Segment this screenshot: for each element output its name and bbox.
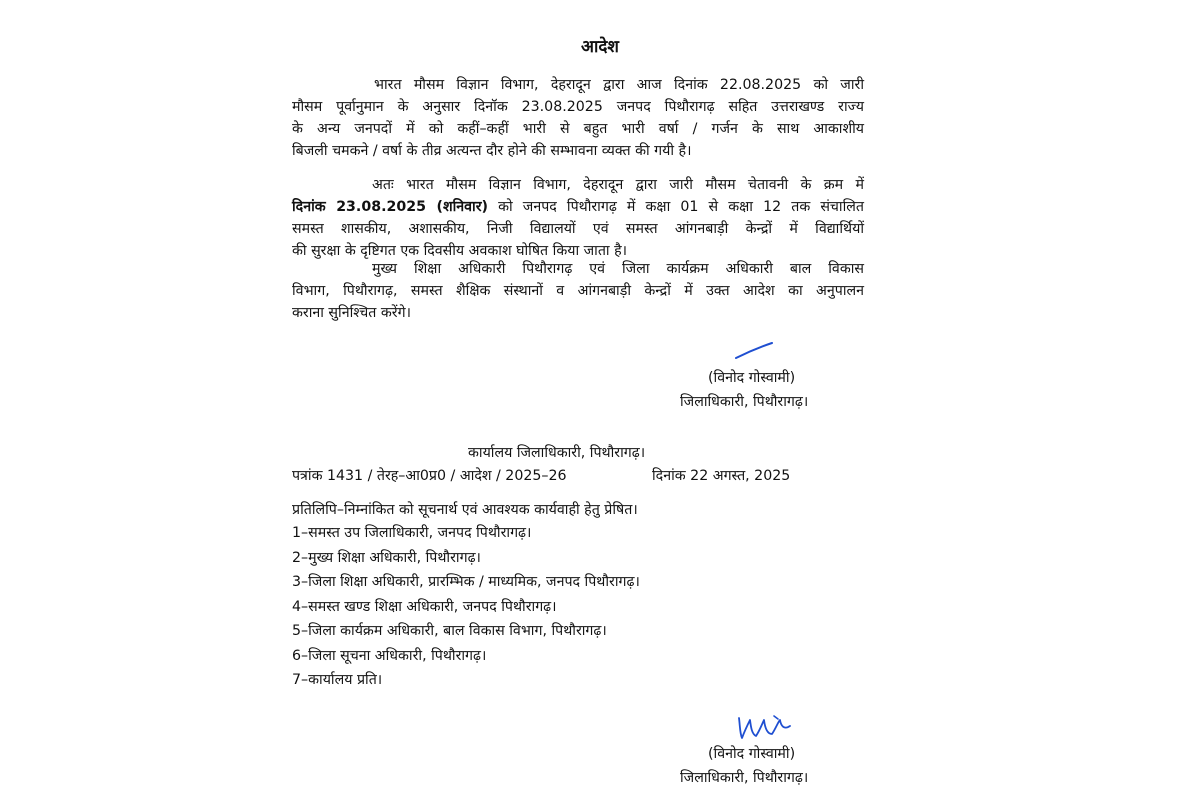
letter-date: दिनांक 22 अगस्त, 2025 <box>652 468 791 484</box>
paragraph-line: बिजली चमकने / वर्षा के तीव्र अत्यन्त दौर होने की सम्भावना व्यक्त की गयी है। <box>292 143 692 159</box>
paragraph-forecast <box>292 74 864 162</box>
paragraph-line-rest: को जनपद पिथौरागढ़ में कक्षा 01 से कक्षा 12 तक संचालित <box>498 199 864 215</box>
paragraph-line <box>292 196 864 218</box>
order-date-bold: दिनांक 23.08.2025 (शनिवार) <box>292 199 489 215</box>
paragraph-line: मुख्य शिक्षा अधिकारी पिथौरागढ़ एवं जिला कार्यक्रम अधिकारी बाल विकास <box>372 261 864 277</box>
list-item: 1–समस्त उप जिलाधिकारी, जनपद पिथौरागढ़। <box>292 525 532 541</box>
signature-stroke-1 <box>730 340 778 364</box>
paragraph-order <box>292 174 864 262</box>
paragraph-line: कराना सुनिश्चित करेंगे। <box>292 305 411 321</box>
paragraph-line: भारत मौसम विज्ञान विभाग, देहरादून द्वारा आज दिनांक 22.08.2025 को जारी <box>374 77 864 93</box>
signature-stroke-2 <box>734 712 796 744</box>
letter-number: पत्रांक 1431 / तेरह–आ0प्र0 / आदेश / 2025–26 <box>292 468 567 484</box>
signatory-designation: जिलाधिकारी, पिथौरागढ़। <box>680 770 809 786</box>
list-item: 6–जिला सूचना अधिकारी, पिथौरागढ़। <box>292 647 487 664</box>
paragraph-line: अतः भारत मौसम विज्ञान विभाग, देहरादून द्वारा जारी मौसम चेतावनी के क्रम में <box>372 177 864 193</box>
paragraph-line: के अन्य जनपदों में को कहीं–कहीं भारी से बहुत भारी वर्षा / गर्जन के साथ आकाशीय <box>292 121 864 137</box>
paragraph-line: विभाग, पिथौरागढ़, समस्त शैक्षिक संस्थानों व आंगनबाड़ी केन्द्रों में उक्त आदेश का अनुपालन <box>292 283 864 299</box>
paragraph-line: मौसम पूर्वानुमान के अनुसार दिनॉक 23.08.2025 जनपद पिथौरागढ़ सहित उत्तराखण्ड राज्य <box>292 99 864 115</box>
list-item: 4–समस्त खण्ड शिक्षा अधिकारी, जनपद पिथौरागढ़। <box>292 598 557 615</box>
copy-list <box>292 521 640 693</box>
list-item: 7–कार्यालय प्रति। <box>292 672 383 688</box>
order-title: आदेश <box>581 37 619 57</box>
office-line: कार्यालय जिलाधिकारी, पिथौरागढ़। <box>468 445 646 461</box>
paragraph-line: की सुरक्षा के दृष्टिगत एक दिवसीय अवकाश घोषित किया जाता है। <box>292 243 628 259</box>
list-item: 5–जिला कार्यक्रम अधिकारी, बाल विकास विभाग, पिथौरागढ़। <box>292 623 607 639</box>
list-item: 3–जिला शिक्षा अधिकारी, प्रारम्भिक / माध्यमिक, जनपद पिथौरागढ़। <box>292 574 640 590</box>
paragraph-compliance <box>292 258 864 324</box>
list-item: 2–मुख्य शिक्षा अधिकारी, पिथौरागढ़। <box>292 549 481 566</box>
copy-intro: प्रतिलिपि–निम्नांकित को सूचनार्थ एवं आवश्यक कार्यवाही हेतु प्रेषित। <box>292 502 638 518</box>
paragraph-line: समस्त शासकीय, अशासकीय, निजी विद्यालयों एवं समस्त आंगनबाड़ी केन्द्रों में विद्यार्थियों <box>292 221 864 237</box>
signatory-designation: जिलाधिकारी, पिथौरागढ़। <box>680 394 809 410</box>
signatory-name: (विनोद गोस्वामी) <box>708 370 796 386</box>
signatory-name: (विनोद गोस्वामी) <box>708 746 796 762</box>
